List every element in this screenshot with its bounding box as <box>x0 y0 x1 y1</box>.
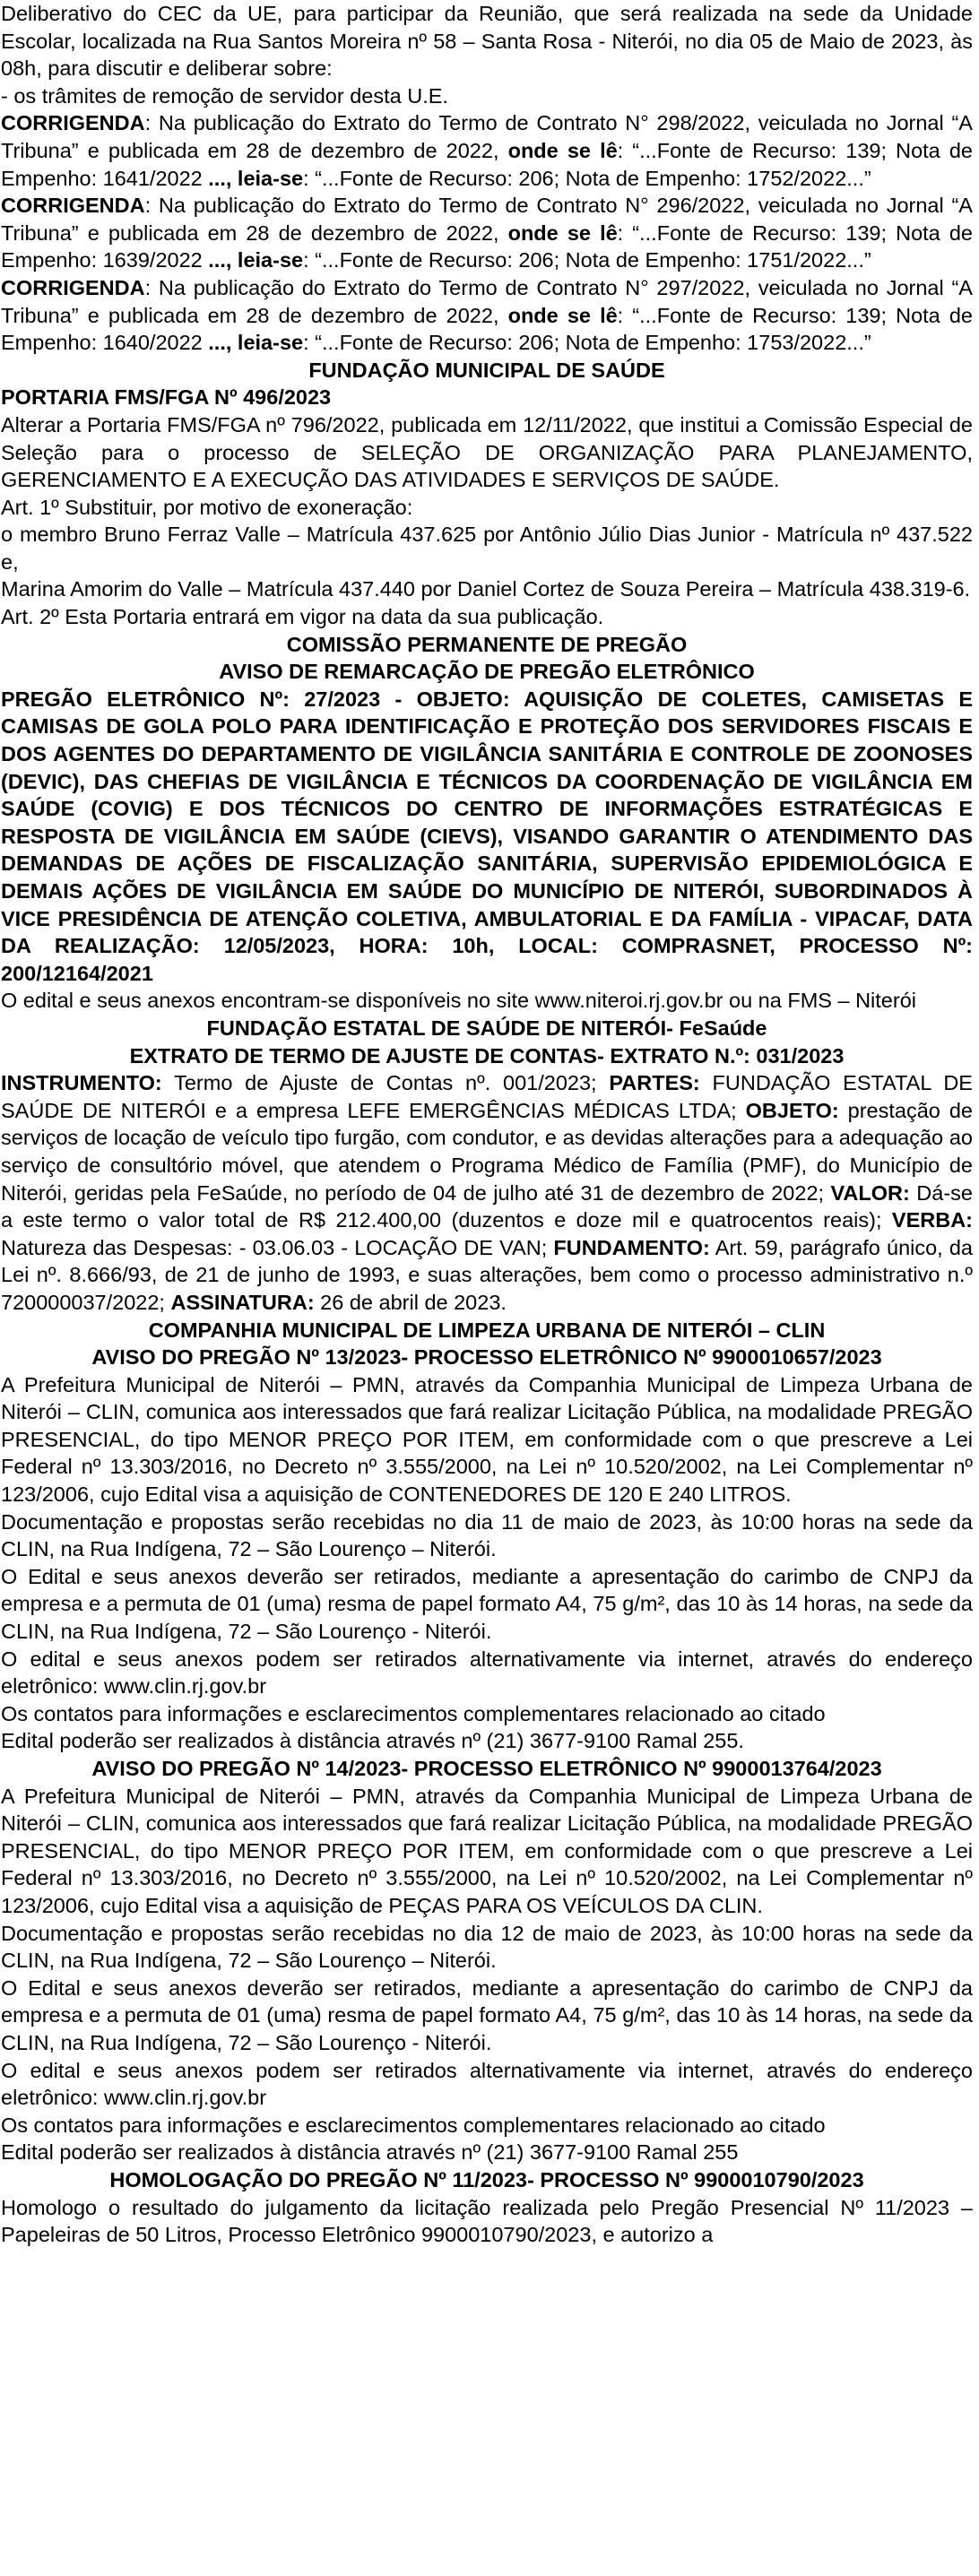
corrigenda-text: : “...Fonte de Recurso: 206; Nota de Empenho: 1752/2022...” <box>303 166 871 190</box>
corrigenda-298 <box>1 109 973 192</box>
text-instrumento: Termo de Ajuste de Contas nº. 001/2023; <box>161 1071 610 1095</box>
clin-heading: COMPANHIA MUNICIPAL DE LIMPEZA URBANA DE NITERÓI – CLIN <box>148 1318 826 1342</box>
fesaude-heading: FUNDAÇÃO ESTATAL DE SAÚDE DE NITERÓI- FeSaúde <box>206 1016 767 1040</box>
label-valor: VALOR: <box>830 1180 910 1205</box>
corrigenda-onde-se-le: onde se lê <box>507 303 618 327</box>
corrigenda-text: : Na publicação do Extrato do Termo de Contrato N° 298/2022, veiculada no Jornal “A Tribuna” e publicada em 28 de dezembro de 2022, <box>1 111 973 162</box>
label-verba: VERBA: <box>891 1208 973 1232</box>
pregao-27-body: PREGÃO ELETRÔNICO Nº: 27/2023 - OBJETO: AQUISIÇÃO DE COLETES, CAMISETAS E CAMISAS DE GOLA POLO PARA IDENTIFICAÇÃO E PROTEÇÃO DOS SERVIDORES FISCAIS E DOS AGENTES DO DEPARTAMENTO DE VIGILÂNCIA SANITÁRIA E CONTROLE DE ZOONOSES (DEVIC), DAS CHEFIAS DE VIGILÂNCIA E TÉCNICOS DA COORDENAÇÃO DE VIGILÂNCIA EM SAÚDE (COVIG) E DOS TÉCNICOS DO CENTRO DE INFORMAÇÕES ESTRATÉGICAS E RESPOSTA DE VIGILÂNCIA EM SAÚDE (CIEVS), VISANDO GARANTIR O ATENDIMENTO DAS DEMANDAS DE AÇÕES DE FISCALIZAÇÃO SANITÁRIA, SUPERVISÃO EPIDEMIOLÓGICA E DEMAIS AÇÕES DE VIGILÂNCIA EM SAÚDE DO MUNICÍPIO DE NITERÓI, SUBORDINADOS À VICE PRESIDÊNCIA DE ATENÇÃO COLETIVA, AMBULATORIAL E DA FAMÍLIA - VIPACAF, DATA DA REALIZAÇÃO: 12/05/2023, HORA: 10h, LOCAL: COMPRASNET, PROCESSO Nº: 200/12164/2021 <box>1 687 973 985</box>
homologacao-body: Homologo o resultado do julgamento da licitação realizada pelo Pregão Presencial Nº 11/2023 – Papeleiras de 50 Litros, Processo Eletrônico 9900010790/2023, e autorizo a <box>1 2195 973 2247</box>
fms-art1: Art. 1º Substituir, por motivo de exoneração: <box>1 495 413 519</box>
aviso-13-contatos: Os contatos para informações e esclarecimentos complementares relacionado ao citado <box>1 1701 826 1725</box>
cpp-heading: COMISSÃO PERMANENTE DE PREGÃO <box>286 632 688 656</box>
corrigenda-296 <box>1 192 973 274</box>
corrigenda-label: CORRIGENDA <box>1 194 145 218</box>
aviso-13-contatos-2: Edital poderão ser realizados à distância através nº (21) 3677-9100 Ramal 255. <box>1 1729 744 1753</box>
corrigenda-leia-se: ..., leia-se <box>208 248 304 272</box>
corrigenda-label: CORRIGENDA <box>1 111 145 135</box>
label-objeto: OBJETO: <box>745 1098 839 1122</box>
aviso-14-intro: A Prefeitura Municipal de Niterói – PMN, através da Companhia Municipal de Limpeza Urbana de Niterói – CLIN, comunica aos interessados que fará realizar Licitação Pública, na modalidade PREGÃO PRESENCIAL, do tipo MENOR PREÇO POR ITEM, em conformidade com o que prescreve a Lei Federal nº 13.303/2016, no Decreto nº 3.555/2000, na Lei nº 10.520/2002, na Lei Complementar nº 123/2006, cujo Edital visa a aquisição de PEÇAS PARA OS VEÍCULOS DA CLIN. <box>1 1784 973 1917</box>
aviso-13-retirada: O Edital e seus anexos deverão ser retirados, mediante a apresentação do carimbo de CNPJ da empresa e a permuta de 01 (uma) resma de papel formato A4, 75 g/m², das 10 às 14 horas, na sede da CLIN, na Rua Indígena, 72 – São Lourenço - Niterói. <box>1 1564 973 1644</box>
cec-agenda-item: - os trâmites de remoção de servidor desta U.E. <box>1 83 448 108</box>
aviso-13-intro: A Prefeitura Municipal de Niterói – PMN, através da Companhia Municipal de Limpeza Urbana de Niterói – CLIN, comunica aos interessados que fará realizar Licitação Pública, na modalidade PREGÃO PRESENCIAL, do tipo MENOR PREÇO POR ITEM, em conformidade com o que prescreve a Lei Federal nº 13.303/2016, no Decreto nº 3.555/2000, na Lei nº 10.520/2002, na Lei Complementar nº 123/2006, cujo Edital visa a aquisição de CONTENEDORES DE 120 E 240 LITROS. <box>1 1372 973 1507</box>
aviso-13-heading: AVISO DO PREGÃO Nº 13/2023- PROCESSO ELETRÔNICO Nº 9900010657/2023 <box>91 1345 882 1370</box>
corrigenda-text: : “...Fonte de Recurso: 139; Nota de Empenho: 1640/2022 <box>1 303 973 355</box>
corrigenda-text: : “...Fonte de Recurso: 206; Nota de Empenho: 1751/2022...” <box>303 248 871 272</box>
corrigenda-leia-se: ..., leia-se <box>208 331 304 355</box>
fms-member-substitution: Marina Amorim do Valle – Matrícula 437.440 por Daniel Cortez de Souza Pereira – Matrícula 438.319-6. <box>1 577 971 601</box>
cpp-edital-availability: O edital e seus anexos encontram-se disponíveis no site www.niteroi.rj.gov.br ou na FMS – Niterói <box>1 989 916 1013</box>
label-instrumento: INSTRUMENTO: <box>1 1071 162 1095</box>
corrigenda-label: CORRIGENDA <box>1 275 145 299</box>
label-fundamento: FUNDAMENTO: <box>553 1235 710 1259</box>
fms-heading: FUNDAÇÃO MUNICIPAL DE SAÚDE <box>308 358 665 382</box>
aviso-13-internet: O edital e seus anexos podem ser retirados alternativamente via internet, através do endereço eletrônico: www.clin.rj.gov.br <box>1 1647 973 1699</box>
aviso-14-documentacao: Documentação e propostas serão recebidas no dia 12 de maio de 2023, às 10:00 horas na sede da CLIN, na Rua Indígena, 72 – São Lourenço – Niterói. <box>1 1921 973 1973</box>
corrigenda-text: : Na publicação do Extrato do Termo de Contrato N° 297/2022, veiculada no Jornal “A Tribuna” e publicada em 28 de dezembro de 2022, <box>1 275 973 327</box>
aviso-14-internet: O edital e seus anexos podem ser retirados alternativamente via internet, através do endereço eletrônico: www.clin.rj.gov.br <box>1 2058 973 2110</box>
text-objeto: prestação de serviços de locação de veículo tipo furgão, com condutor, e as devidas alterações para a adequação ao serviço de consultório móvel, que atendem o Programa Médico de Família (PMF), do Município de Niterói, geridas pela FeSaúde, no período de 04 de julho até 31 de dezembro de 2022; <box>1 1098 973 1205</box>
fms-portaria-title: PORTARIA FMS/FGA Nº 496/2023 <box>1 385 332 410</box>
text-fundamento: Art. 59, parágrafo único, da Lei nº. 8.666/93, de 21 de junho de 1993, e suas alterações, bem como o processo administrativo n.º 720000037/2022; <box>1 1235 973 1314</box>
fesaude-extrato-body <box>1 1069 973 1316</box>
label-partes: PARTES: <box>609 1071 700 1095</box>
text-partes: FUNDAÇÃO ESTATAL DE SAÚDE DE NITERÓI e a empresa LEFE EMERGÊNCIAS MÉDICAS LTDA; <box>1 1071 973 1122</box>
corrigenda-onde-se-le: onde se lê <box>507 220 618 245</box>
corrigenda-text: : “...Fonte de Recurso: 139; Nota de Empenho: 1639/2022 <box>1 220 973 272</box>
corrigenda-text: : “...Fonte de Recurso: 206; Nota de Empenho: 1753/2022...” <box>303 331 871 355</box>
cpp-subheading: AVISO DE REMARCAÇÃO DE PREGÃO ELETRÔNICO <box>219 660 755 684</box>
aviso-14-contatos-2: Edital poderão ser realizados à distância através nº (21) 3677-9100 Ramal 255 <box>1 2140 739 2165</box>
fms-portaria-intro: Alterar a Portaria FMS/FGA nº 796/2022, publicada em 12/11/2022, que institui a Comissão Especial de Seleção para o processo de SELEÇÃO DE ORGANIZAÇÃO PARA PLANEJAMENTO, GERENCIAMENTO E A EXECUÇÃO DAS ATIVIDADES E SERVIÇOS DE SAÚDE. <box>1 412 973 492</box>
fms-member-substitution: o membro Bruno Ferraz Valle – Matrícula 437.625 por Antônio Júlio Dias Junior - Matrícula nº 437.522 e, <box>1 523 973 574</box>
homologacao-heading: HOMOLOGAÇÃO DO PREGÃO Nº 11/2023- PROCESSO Nº 9900010790/2023 <box>109 2167 864 2191</box>
corrigenda-text: : Na publicação do Extrato do Termo de Contrato N° 296/2022, veiculada no Jornal “A Tribuna” e publicada em 28 de dezembro de 2022, <box>1 194 973 245</box>
aviso-14-retirada: O Edital e seus anexos deverão ser retirados, mediante a apresentação do carimbo de CNPJ da empresa e a permuta de 01 (uma) resma de papel formato A4, 75 g/m², das 10 às 14 horas, na sede da CLIN, na Rua Indígena, 72 – São Lourenço - Niterói. <box>1 1975 973 2054</box>
aviso-14-heading: AVISO DO PREGÃO Nº 14/2023- PROCESSO ELETRÔNICO Nº 9900013764/2023 <box>91 1757 882 1780</box>
aviso-13-documentacao: Documentação e propostas serão recebidas no dia 11 de maio de 2023, às 10:00 horas na sede da CLIN, na Rua Indígena, 72 – São Lourenço – Niterói. <box>1 1509 973 1561</box>
aviso-14-contatos: Os contatos para informações e esclarecimentos complementares relacionado ao citado <box>1 2113 826 2137</box>
text-assinatura: 26 de abril de 2023. <box>314 1290 507 1314</box>
corrigenda-297 <box>1 274 973 357</box>
text-verba: Natureza das Despesas: - 03.06.03 - LOCAÇÃO DE VAN; <box>1 1235 554 1259</box>
fms-art2: Art. 2º Esta Portaria entrará em vigor na data da sua publicação. <box>1 605 604 629</box>
text-valor: Dá-se a este termo o valor total de R$ 212.400,00 (duzentos e doze mil e quatrocentos reais); <box>1 1180 973 1232</box>
corrigenda-leia-se: ..., leia-se <box>208 166 304 190</box>
cec-paragraph: Deliberativo do CEC da UE, para participar da Reunião, que será realizada na sede da Unidade Escolar, localizada na Rua Santos Moreira nº 58 – Santa Rosa - Niterói, no dia 05 de Maio de 2023, às 08h, para discutir e deliberar sobre: <box>1 2 973 81</box>
fesaude-extrato-heading: EXTRATO DE TERMO DE AJUSTE DE CONTAS- EXTRATO N.º: 031/2023 <box>129 1043 845 1068</box>
corrigenda-onde-se-le: onde se lê <box>507 138 618 162</box>
corrigenda-text: : “...Fonte de Recurso: 139; Nota de Empenho: 1641/2022 <box>1 138 973 190</box>
label-assinatura: ASSINATURA: <box>170 1290 315 1314</box>
